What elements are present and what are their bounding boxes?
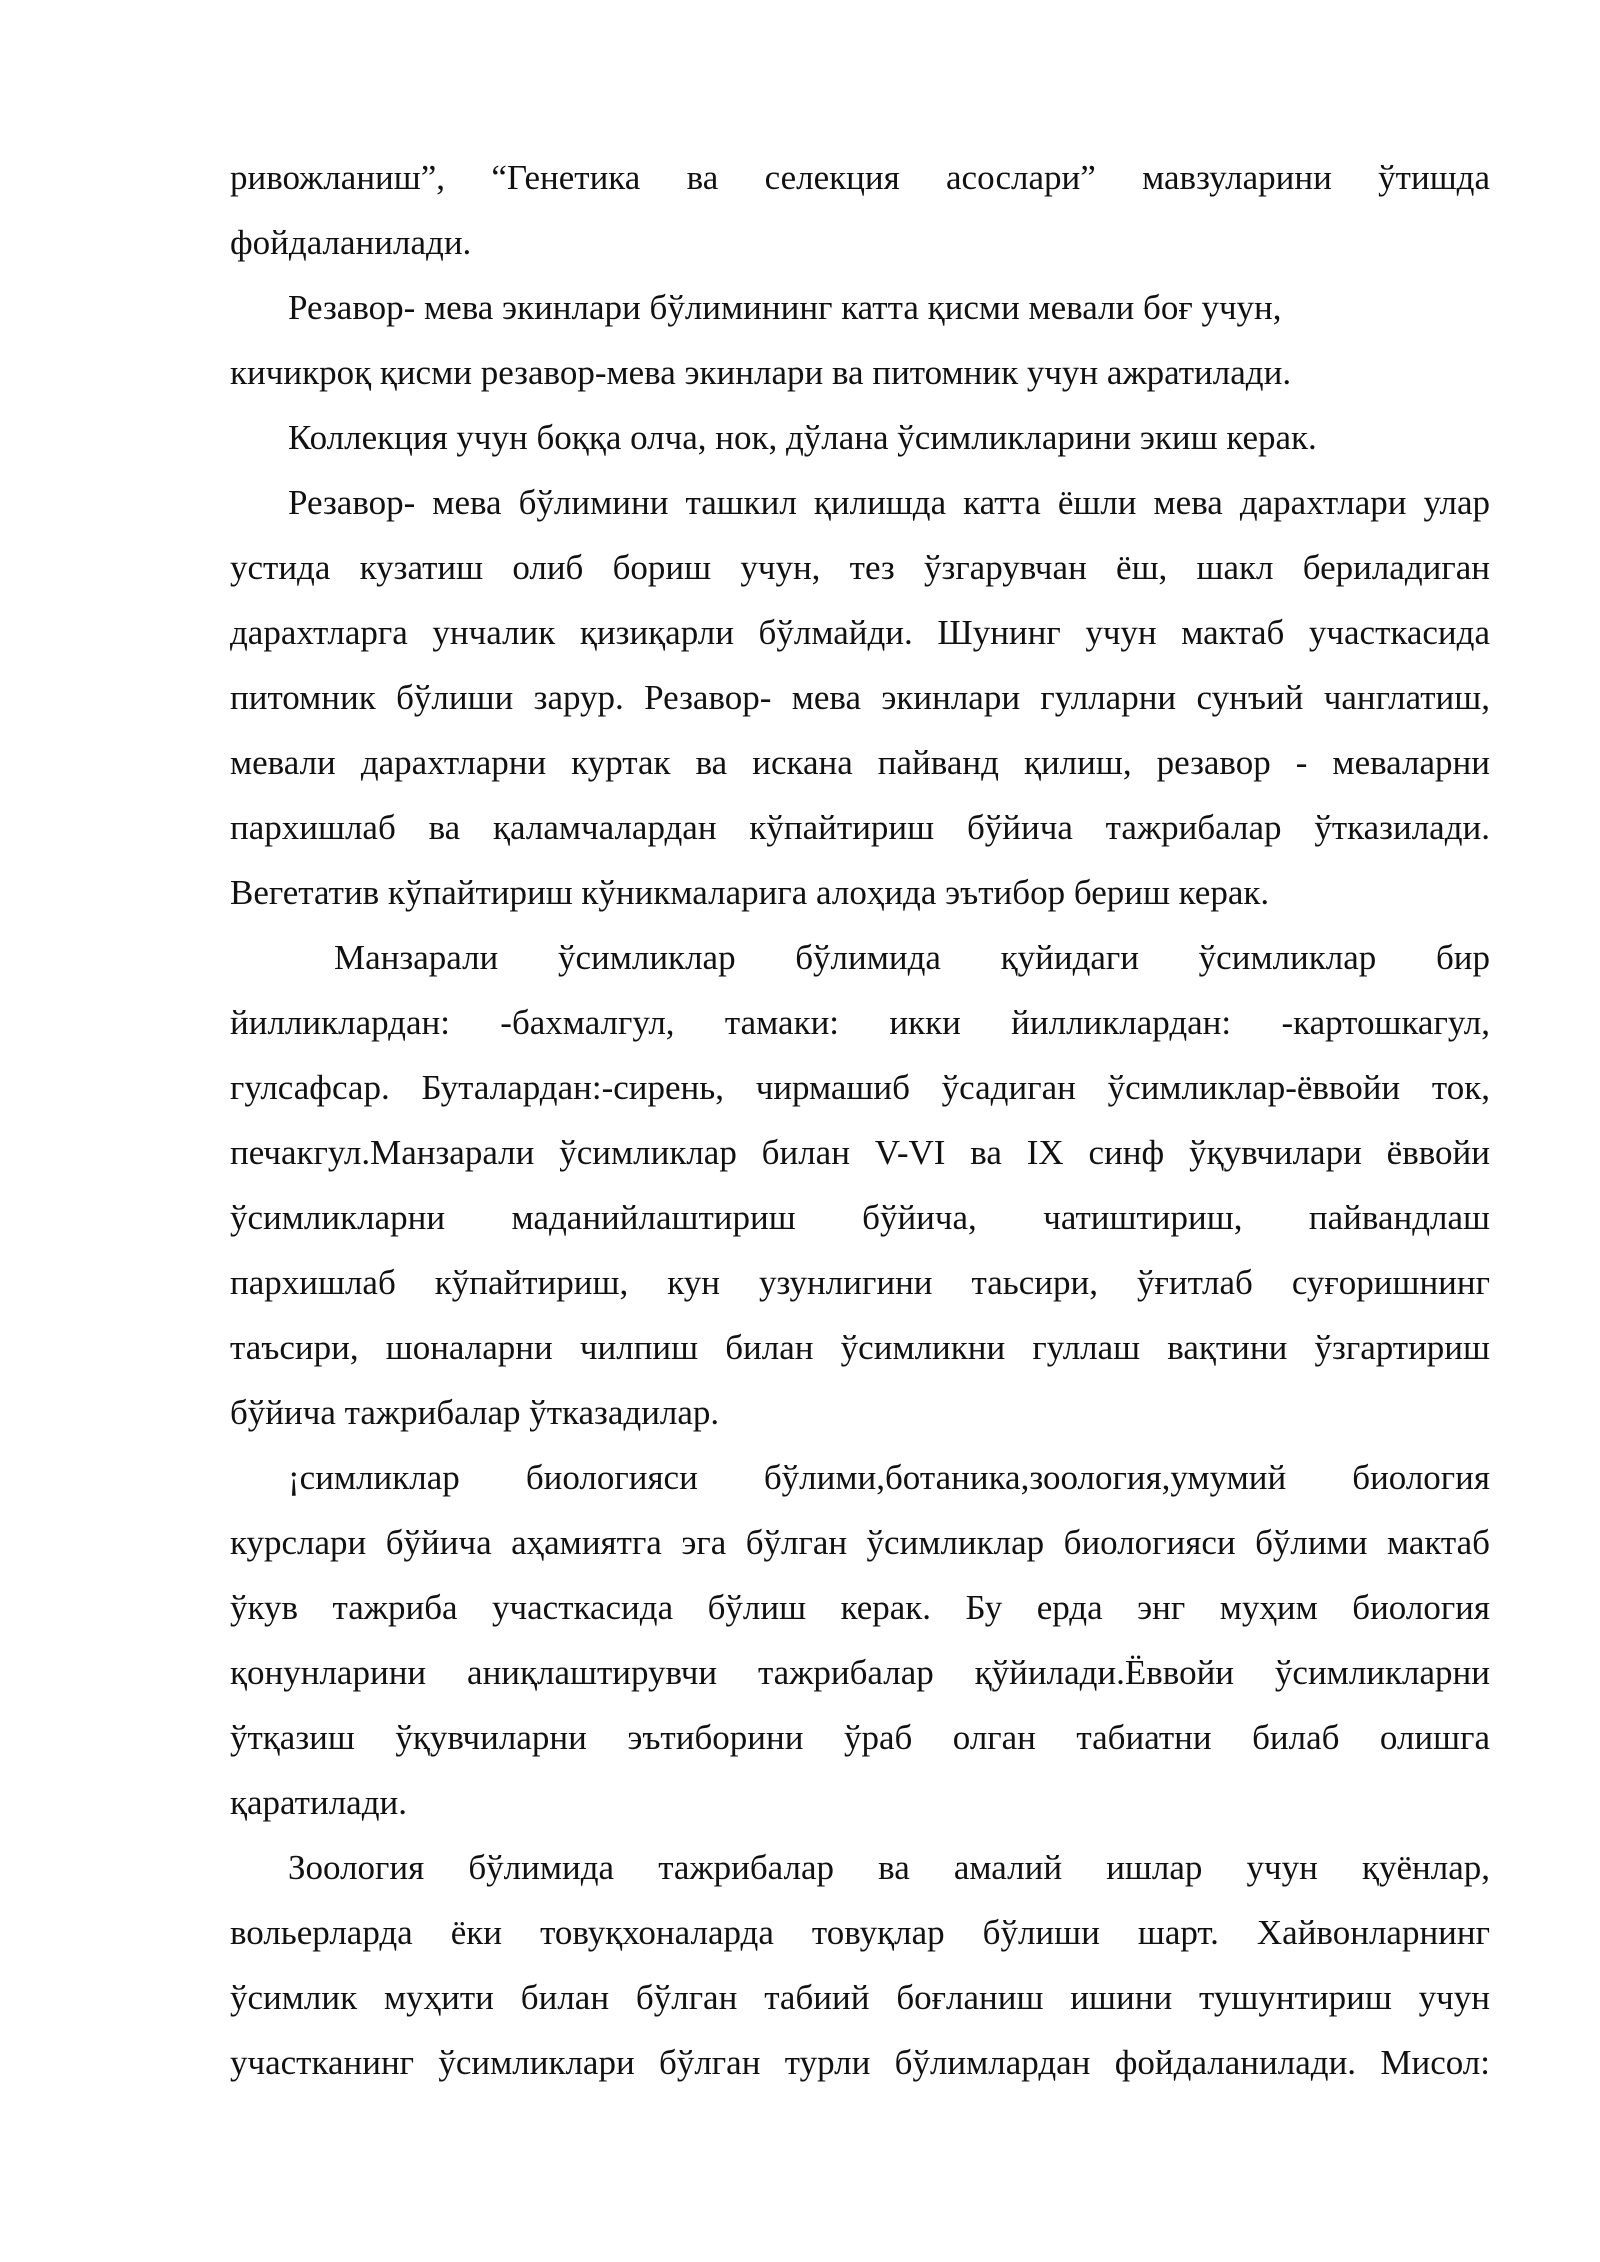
- text-line: гулсафсар. Буталардан:-сирень, чирмашиб ўсадиган ўсимликлар-ёввойи ток,: [230, 1068, 1490, 1107]
- paragraph: [230, 470, 1490, 925]
- text-line: Резавор- мева бўлимини ташкил қилишда катта ёшли мева дарахтлари улар: [288, 483, 1490, 522]
- text-line: қонунларини аниқлаштирувчи тажрибалар қўйилади.Ёввойи ўсимликларни: [230, 1653, 1490, 1692]
- text-line: устида кузатиш олиб бориш учун, тез ўзгарувчан ёш, шакл бериладиган: [230, 548, 1490, 587]
- text-line: Вегетатив кўпайтириш кўникмаларига алоҳида эътибор бериш керак.: [230, 873, 1270, 912]
- paragraph: [230, 405, 1490, 470]
- text-line: таъсири, шоналарни чилпиш билан ўсимликни гуллаш вақтини ўзгартириш: [230, 1328, 1490, 1367]
- text-line: Коллекция учун боққа олча, нок, дўлана ўсимликларини экиш керак.: [288, 418, 1317, 457]
- text-line: Зоология бўлимида тажрибалар ва амалий ишлар учун қуёнлар,: [288, 1848, 1490, 1887]
- text-line: ¡симликлар биологияси бўлими,ботаника,зоология,умумий биология: [288, 1458, 1490, 1497]
- text-line: йилликлардан: -бахмалгул, тамаки: икки йилликлардан: -картошкагул,: [230, 1003, 1490, 1042]
- text-line: қаратилади.: [230, 1783, 407, 1822]
- text-line: пархишлаб ва қаламчалардан кўпайтириш бўйича тажрибалар ўтказилади.: [230, 808, 1490, 847]
- text-line: ўсимликларни маданийлаштириш бўйича, чатиштириш, пайвандлаш: [230, 1198, 1490, 1237]
- paragraph: [230, 1835, 1490, 2095]
- text-line: кичикроқ қисми резавор-мева экинлари ва питомник учун ажратилади.: [230, 353, 1292, 392]
- text-line: дарахтларга унчалик қизиқарли бўлмайди. Шунинг учун мактаб участкасида: [230, 613, 1490, 652]
- text-line: ўсимлик муҳити билан бўлган табиий боғланиш ишини тушунтириш учун: [230, 1978, 1490, 2017]
- text-line: Резавор- мева экинлари бўлимининг катта қисми мевали боғ учун,: [288, 288, 1282, 327]
- text-line: мевали дарахтларни куртак ва искана пайванд қилиш, резавор - меваларни: [230, 743, 1490, 782]
- text-line: ўтқазиш ўқувчиларни эътиборини ўраб олган табиатни билаб олишга: [230, 1718, 1490, 1757]
- text-line: ўкув тажриба участкасида бўлиш керак. Бу ерда энг муҳим биология: [230, 1588, 1490, 1627]
- text-line: участканинг ўсимликлари бўлган турли бўлимлардан фойдаланилади. Мисол:: [230, 2043, 1490, 2082]
- text-line: Манзарали ўсимликлар бўлимида қуйидаги ўсимликлар бир: [334, 938, 1490, 977]
- text-line: вольерларда ёки товуқхоналарда товуқлар бўлиши шарт. Хайвонларнинг: [230, 1913, 1490, 1952]
- text-line: курслари бўйича аҳамиятга эга бўлган ўсимликлар биологияси бўлими мактаб: [230, 1523, 1490, 1562]
- text-line: ривожланиш”, “Генетика ва селекция асослари” мавзуларини ўтишда: [230, 158, 1490, 197]
- document-page: [230, 145, 1490, 2095]
- paragraph: [230, 275, 1490, 405]
- text-line: фойдаланилади.: [230, 223, 472, 262]
- paragraph: [230, 1445, 1490, 1835]
- text-line: питомник бўлиши зарур. Резавор- мева экинлари гулларни сунъий чанглатиш,: [230, 678, 1490, 717]
- text-line: бўйича тажрибалар ўтказадилар.: [230, 1393, 720, 1432]
- paragraph: [230, 145, 1490, 275]
- paragraph: [230, 925, 1490, 1445]
- text-line: печакгул.Манзарали ўсимликлар билан V-VI ва IX синф ўқувчилари ёввойи: [230, 1133, 1490, 1172]
- text-line: пархишлаб кўпайтириш, кун узунлигини таьсири, ўғитлаб суғоришнинг: [230, 1263, 1490, 1302]
